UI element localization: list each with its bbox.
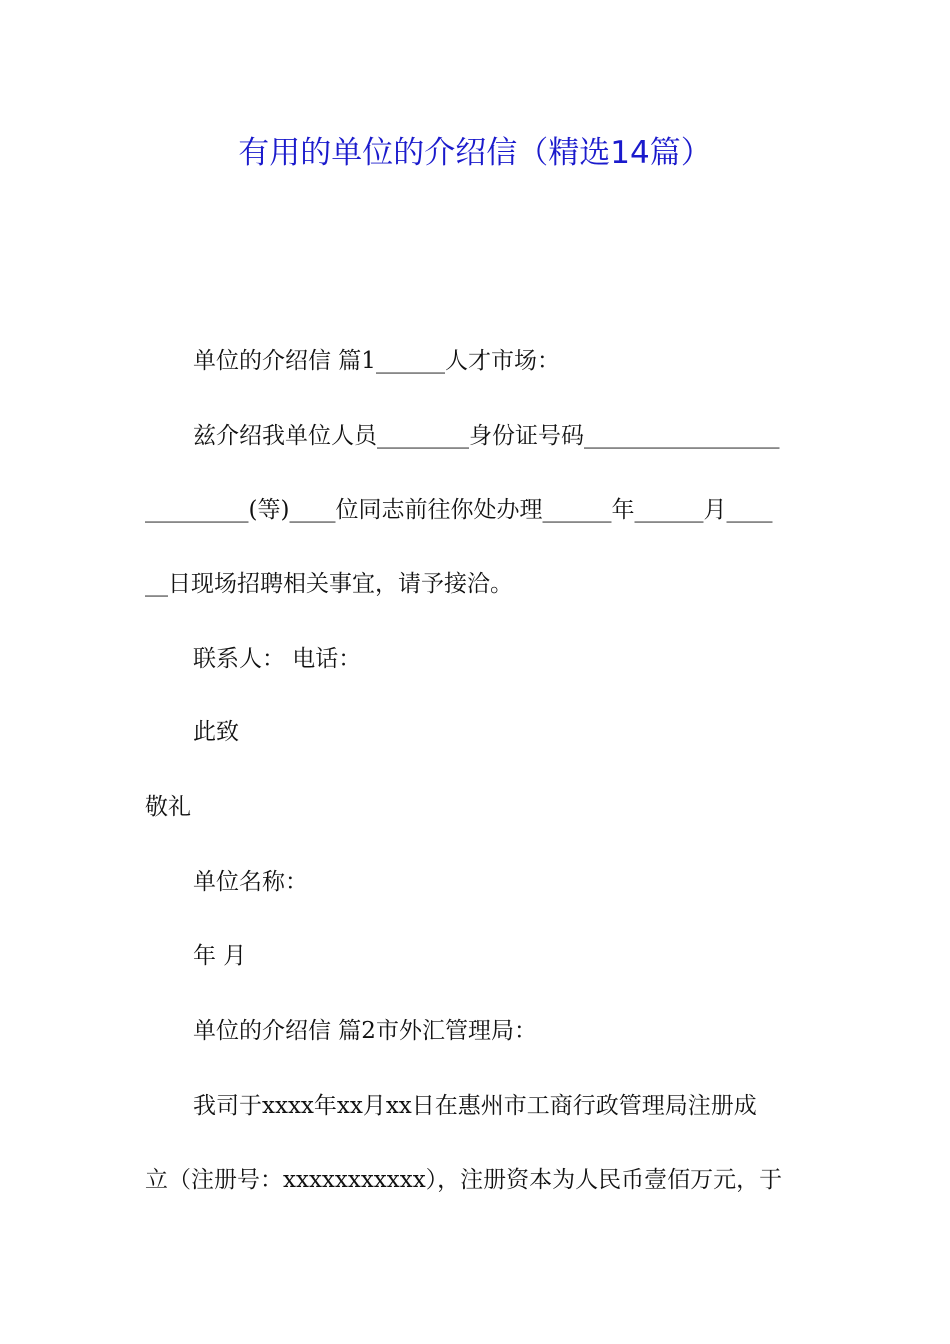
paragraph-line: 单位名称： — [193, 869, 308, 895]
paragraph-line: 单位的介绍信 篇1______人才市场： — [193, 348, 560, 374]
document-title: 有用的单位的介绍信（精选14篇） — [238, 135, 712, 171]
paragraph-line: 年 月 — [193, 943, 247, 969]
paragraph-line: __日现场招聘相关事宜，请予接洽。 — [145, 571, 513, 597]
paragraph-line: 我司于xxxx年xx月xx日在惠州市工商行政管理局注册成 — [193, 1093, 757, 1119]
paragraph-line: 立（注册号：xxxxxxxxxxx），注册资本为人民币壹佰万元，于 — [145, 1167, 783, 1193]
paragraph-line: 敬礼 — [145, 794, 191, 820]
paragraph-line: 此致 — [193, 719, 239, 745]
paragraph-line: 兹介绍我单位人员________身份证号码_________________ — [193, 423, 780, 449]
paragraph-line: _________(等)____位同志前往你处办理______年______月____ — [145, 497, 773, 523]
paragraph-line: 单位的介绍信 篇2市外汇管理局： — [193, 1018, 537, 1044]
paragraph-line: 联系人： 电话： — [193, 646, 362, 672]
